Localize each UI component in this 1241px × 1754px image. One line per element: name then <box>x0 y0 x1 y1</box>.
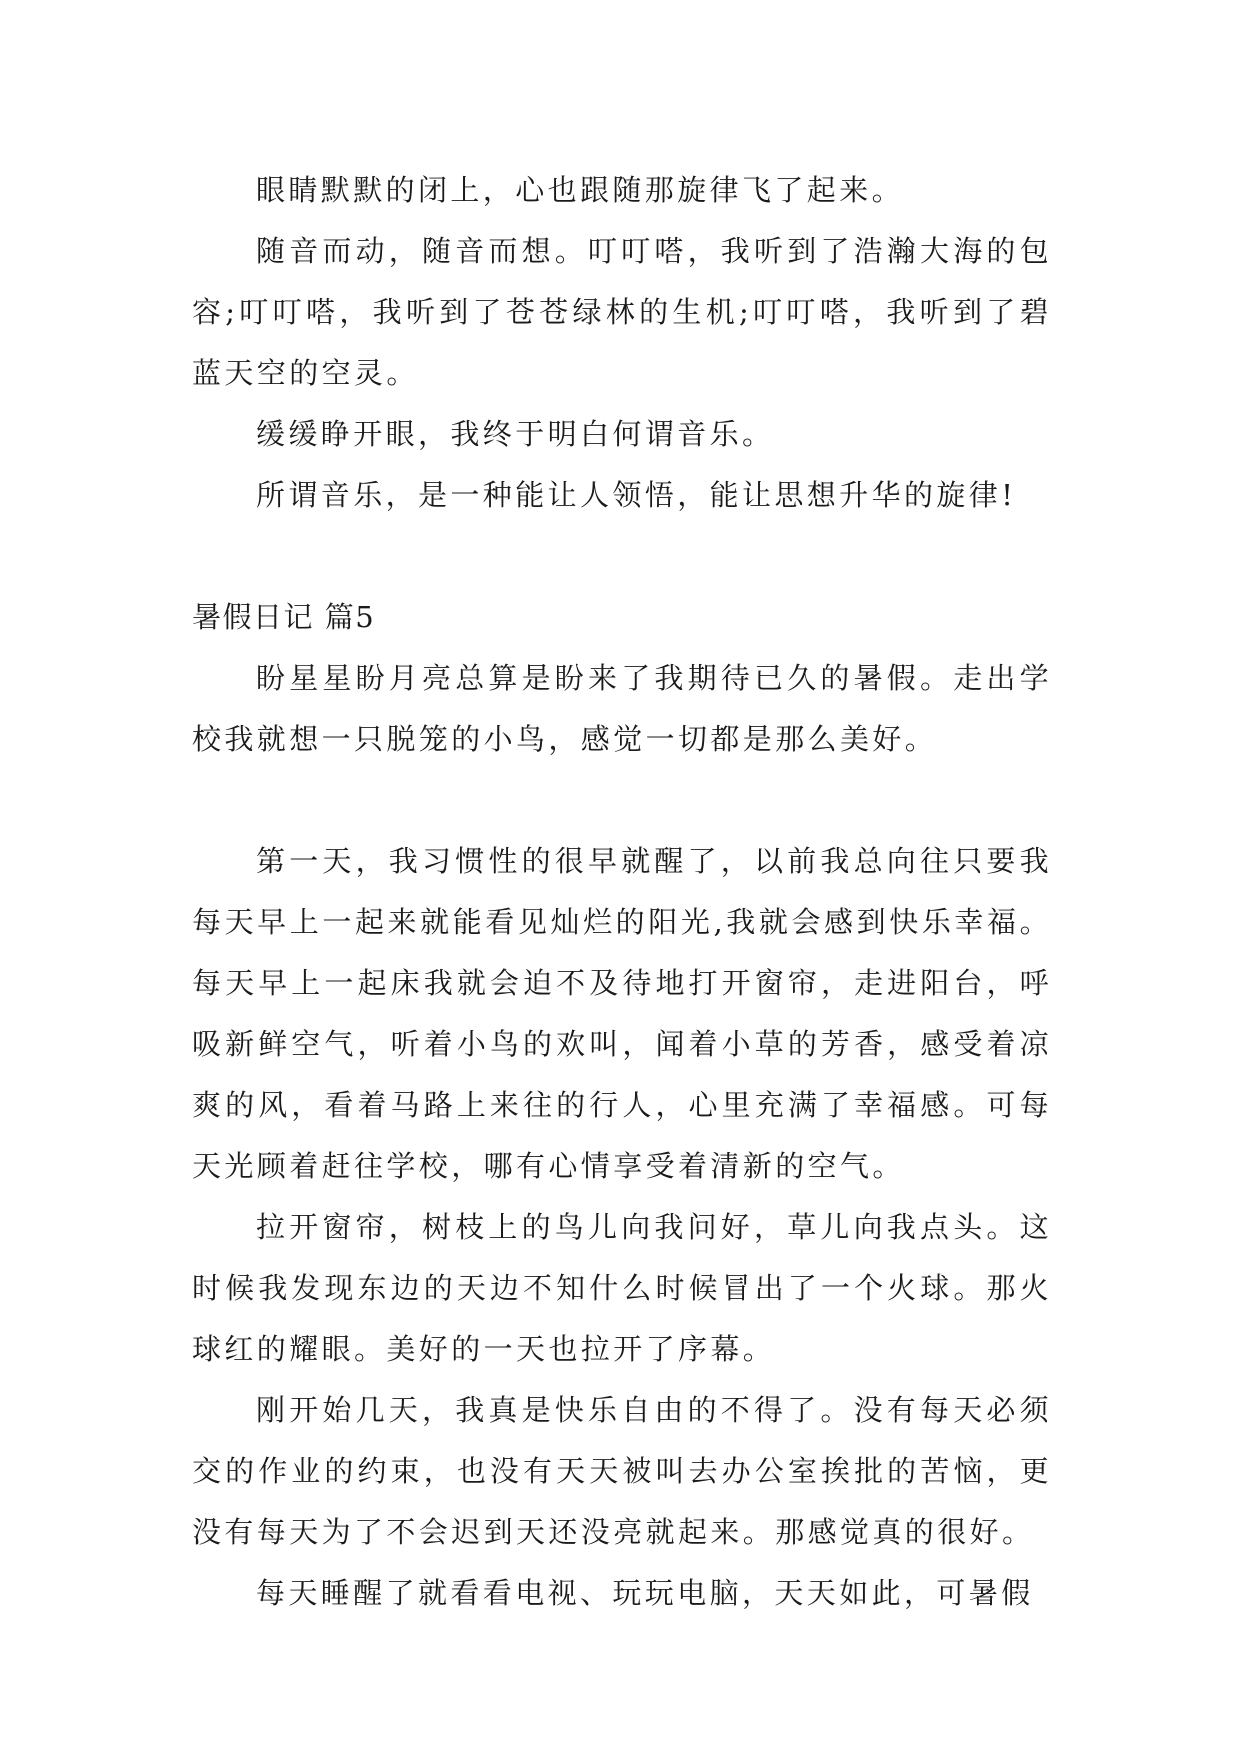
intro-paragraph: 盼星星盼月亮总算是盼来了我期待已久的暑假。走出学校我就想一只脱笼的小鸟，感觉一切都是那么美好。 <box>192 661 1052 756</box>
paragraph: 每天睡醒了就看看电视、玩玩电脑，天天如此，可暑假 <box>256 1576 1034 1610</box>
paragraph: 第一天，我习惯性的很早就醒了，以前我总向往只要我每天早上一起来就能看见灿烂的阳光,我就会感到快乐幸福。每天早上一起床我就会迫不及待地打开窗帘，走进阳台，呼吸新鲜空气，听着小鸟的欢叫，闻着小草的芳香，感受着凉爽的风，看着马路上来往的行人，心里充满了幸福感。可每天光顾着赶往学校，哪有心情享受着清新的空气。 <box>192 844 1052 1183</box>
paragraph: 缓缓睁开眼，我终于明白何谓音乐。 <box>256 417 775 451</box>
paragraph: 拉开窗帘，树枝上的鸟儿向我问好，草儿向我点头。这时候我发现东边的天边不知什么时候冒出了一个火球。那火球红的耀眼。美好的一天也拉开了序幕。 <box>192 1210 1052 1366</box>
paragraph: 随音而动，随音而想。叮叮嗒，我听到了浩瀚大海的包容;叮叮嗒，我听到了苍苍绿林的生机;叮叮嗒，我听到了碧蓝天空的空灵。 <box>192 234 1052 390</box>
paragraph: 眼睛默默的闭上，心也跟随那旋律飞了起来。 <box>256 173 905 207</box>
section-heading: 暑假日记 篇5 <box>192 600 376 634</box>
paragraph: 刚开始几天，我真是快乐自由的不得了。没有每天必须交的作业的约束，也没有天天被叫去办公室挨批的苦恼，更没有每天为了不会迟到天还没亮就起来。那感觉真的很好。 <box>192 1393 1052 1549</box>
document-body <box>192 160 1052 1624</box>
paragraph: 所谓音乐，是一种能让人领悟，能让思想升华的旋律! <box>256 478 1017 512</box>
